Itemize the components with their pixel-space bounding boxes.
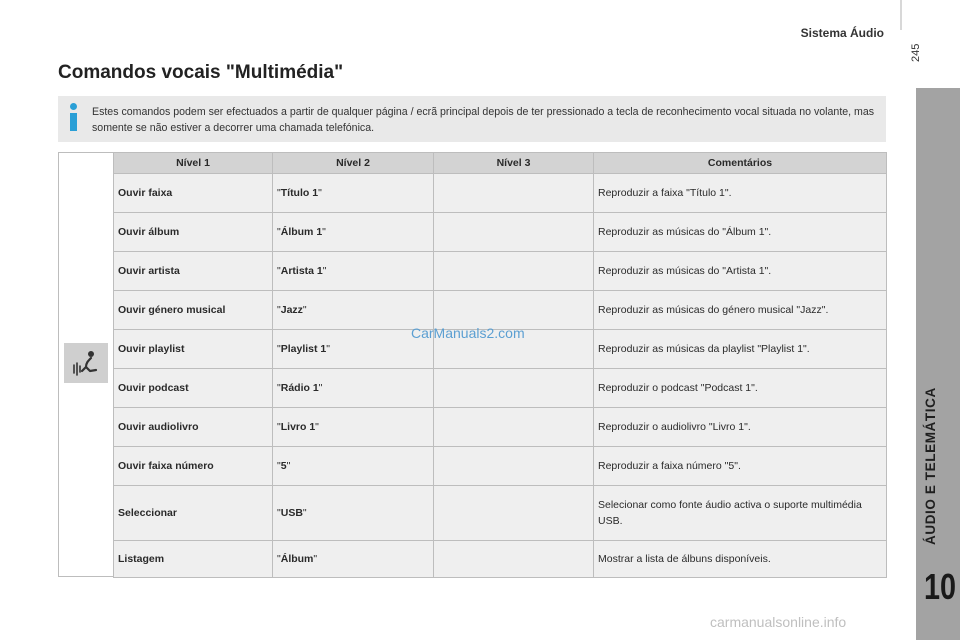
watermark-bottom: carmanualsonline.info xyxy=(710,614,847,630)
level-2-cell: "Livro 1" xyxy=(273,408,434,447)
table-row xyxy=(114,213,887,252)
header-level-2: Nível 2 xyxy=(273,153,434,174)
comment-cell: Selecionar como fonte áudio activa o suporte multimédia USB. xyxy=(594,486,887,541)
level-1-cell: Ouvir podcast xyxy=(114,369,273,408)
table-header-row xyxy=(114,153,887,174)
page-number: 245 xyxy=(910,43,922,62)
comment-cell: Reproduzir as músicas da playlist "Playlist 1". xyxy=(594,330,887,369)
level-2-cell: "Rádio 1" xyxy=(273,369,434,408)
chapter-side-tab xyxy=(916,88,960,640)
comment-cell: Reproduzir as músicas do "Álbum 1". xyxy=(594,213,887,252)
table-row xyxy=(114,369,887,408)
level-3-cell xyxy=(434,291,594,330)
level-2-cell: "Jazz" xyxy=(273,291,434,330)
level-1-cell: Listagem xyxy=(114,541,273,578)
level-2-cell: "5" xyxy=(273,447,434,486)
level-3-cell xyxy=(434,369,594,408)
table-row xyxy=(114,541,887,578)
page-title: Comandos vocais "Multimédia" xyxy=(58,62,344,83)
info-note xyxy=(58,96,886,142)
watermark-middle: CarManuals2.com xyxy=(411,325,525,341)
table-row xyxy=(114,486,887,541)
level-3-cell xyxy=(434,541,594,578)
level-3-cell xyxy=(434,486,594,541)
level-3-cell xyxy=(434,174,594,213)
top-divider xyxy=(900,0,902,30)
comment-cell: Reproduzir as músicas do "Artista 1". xyxy=(594,252,887,291)
level-3-cell xyxy=(434,447,594,486)
header-comments: Comentários xyxy=(594,153,887,174)
voice-commands-table xyxy=(113,152,887,578)
level-1-cell: Ouvir género musical xyxy=(114,291,273,330)
chapter-side-label: ÁUDIO E TELEMÁTICA xyxy=(923,387,938,545)
level-2-cell: "Artista 1" xyxy=(273,252,434,291)
table-row xyxy=(114,447,887,486)
level-1-cell: Ouvir faixa xyxy=(114,174,273,213)
level-2-cell: "Álbum" xyxy=(273,541,434,578)
level-1-cell: Ouvir playlist xyxy=(114,330,273,369)
voice-command-icon xyxy=(64,343,108,383)
comment-cell: Reproduzir as músicas do género musical "Jazz". xyxy=(594,291,887,330)
level-2-cell: "USB" xyxy=(273,486,434,541)
table-row xyxy=(114,408,887,447)
table-row xyxy=(114,291,887,330)
level-3-cell xyxy=(434,213,594,252)
level-3-cell xyxy=(434,408,594,447)
level-3-cell xyxy=(434,252,594,291)
chapter-number: 10 xyxy=(924,566,957,607)
running-header: Sistema Áudio xyxy=(800,26,884,40)
comment-cell: Reproduzir o audiolivro "Livro 1". xyxy=(594,408,887,447)
comment-cell: Mostrar a lista de álbuns disponíveis. xyxy=(594,541,887,578)
table-row xyxy=(114,174,887,213)
voice-icon-column xyxy=(58,152,113,577)
level-2-cell: "Título 1" xyxy=(273,174,434,213)
level-1-cell: Ouvir álbum xyxy=(114,213,273,252)
level-1-cell: Seleccionar xyxy=(114,486,273,541)
comment-cell: Reproduzir o podcast "Podcast 1". xyxy=(594,369,887,408)
level-2-cell: "Álbum 1" xyxy=(273,213,434,252)
info-icon xyxy=(66,101,84,137)
header-level-1: Nível 1 xyxy=(114,153,273,174)
info-text: Estes comandos podem ser efectuados a partir de qualquer página / ecrã principal depois de ter pressionado a tecla de reconhecimento vocal situada no volante, mas somente se não estiver a decorrer uma chamada telefónica. xyxy=(92,106,875,134)
comment-cell: Reproduzir a faixa número "5". xyxy=(594,447,887,486)
level-1-cell: Ouvir artista xyxy=(114,252,273,291)
level-1-cell: Ouvir audiolivro xyxy=(114,408,273,447)
comment-cell: Reproduzir a faixa "Título 1". xyxy=(594,174,887,213)
header-level-3: Nível 3 xyxy=(434,153,594,174)
level-2-cell: "Playlist 1" xyxy=(273,330,434,369)
table-row xyxy=(114,252,887,291)
level-1-cell: Ouvir faixa número xyxy=(114,447,273,486)
